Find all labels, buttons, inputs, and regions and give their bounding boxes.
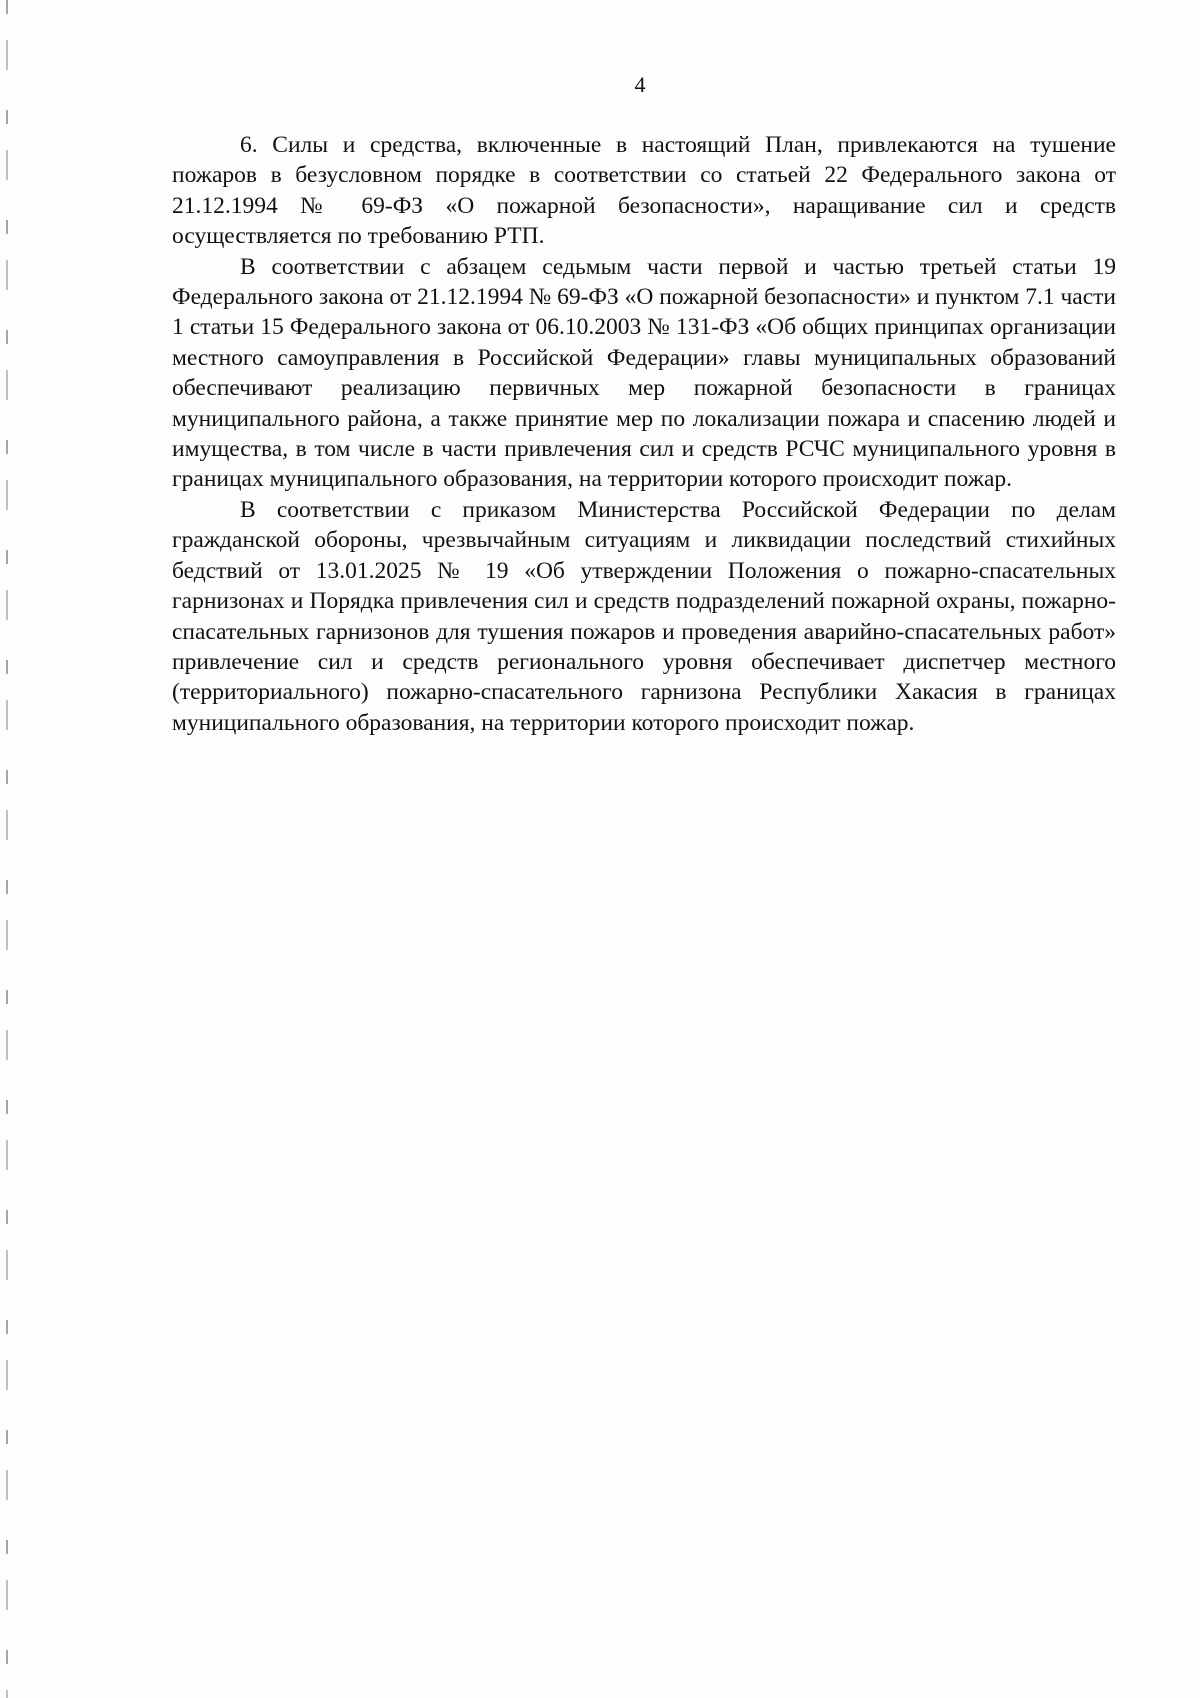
document-body — [172, 130, 1116, 738]
page-number: 4 — [634, 72, 646, 97]
paragraph-municipal-responsibilities: В соответствии с абзацем седьмым части первой и частью третьей статьи 19 Федерального закона от 21.12.1994 № 69-ФЗ «О пожарной безопасности» и пунктом 7.1 части 1 статьи 15 Федерального закона от 06.10.2003 № 131-ФЗ «Об общих принципах организации местного самоуправления в Российской Федерации» главы муниципальных образований обеспечивают реализацию первичных мер пожарной безопасности в границах муниципального района, а также принятие мер по локализации пожара и спасению людей и имущества, в том числе в части привлечения сил и средств РСЧС муниципального уровня в границах муниципального образования, на территории которого происходит пожар. — [172, 253, 1116, 493]
paragraph-regional-involvement: В соответствии с приказом Министерства Российской Федерации по делам гражданской обороны, чрезвычайным ситуациям и ликвидации последствий стихийных бедствий от 13.01.2025 № 19 «Об утверждении Положения о пожарно-спасательных гарнизонах и Порядка привлечения сил и средств подразделений пожарной охраны, пожарно-спасательных гарнизонов для тушения пожаров и проведения аварийно-спасательных работ» привлечение сил и средств регионального уровня обеспечивает диспетчер местного (территориального) пожарно-спасательного гарнизона Республики Хакасия в границах муниципального образования, на территории которого происходит пожар. — [172, 496, 1116, 736]
paragraph-forces-and-means: 6. Силы и средства, включенные в настоящий План, привлекаются на тушение пожаров в безусловном порядке в соответствии со статьей 22 Федерального закона от 21.12.1994 № 69-ФЗ «О пожарной безопасности», наращивание сил и средств осуществляется по требованию РТП. — [172, 132, 1116, 250]
scan-edge-artifact — [6, 0, 8, 1698]
